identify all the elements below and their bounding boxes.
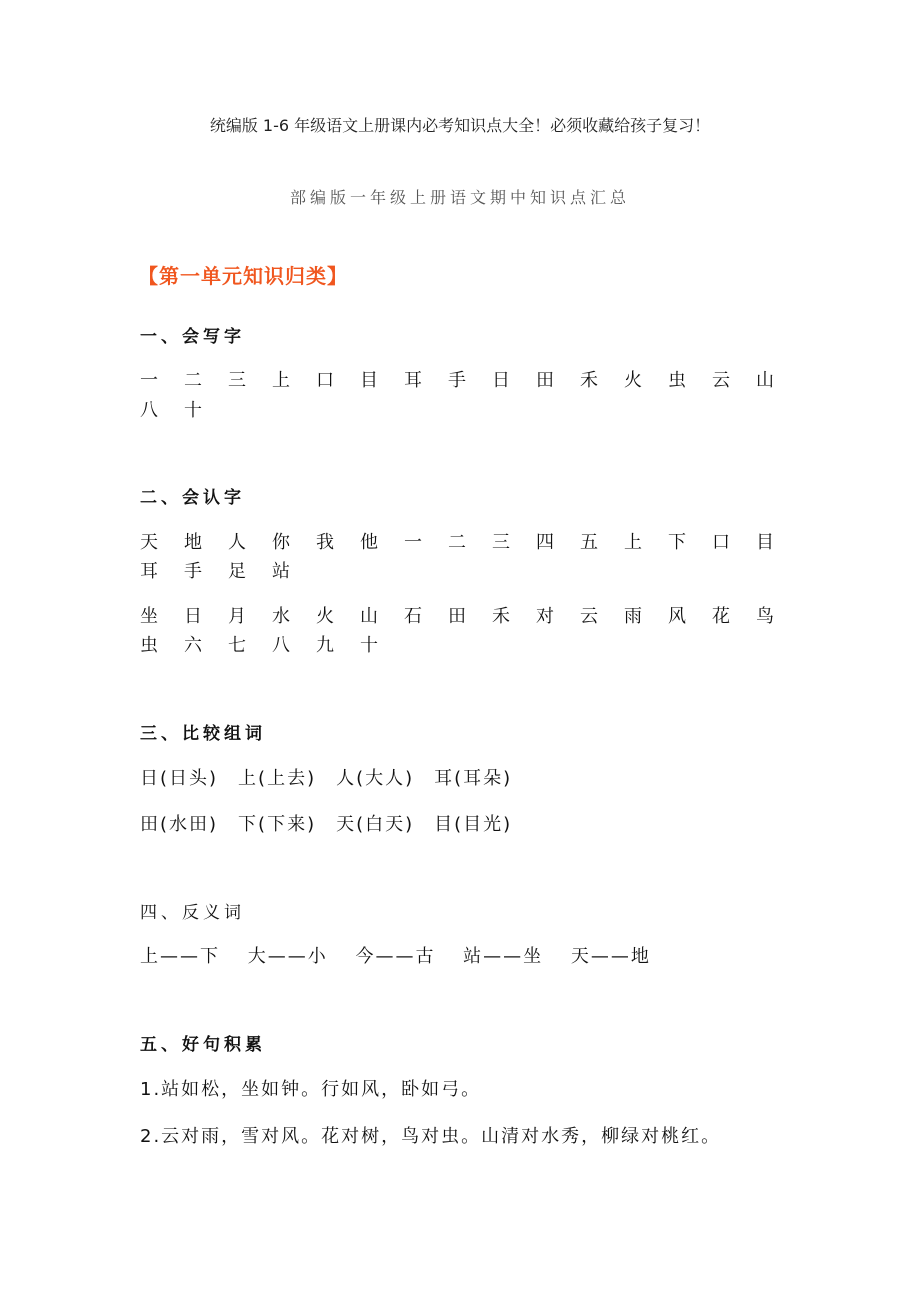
good-sentence-1: 1.站如松，坐如钟。行如风，卧如弓。	[140, 1079, 482, 1100]
character: 九	[316, 635, 334, 656]
character: 风	[668, 606, 686, 627]
compare-words-line-2: 田(水田) 下(下来) 天(白天) 目(目光)	[140, 814, 513, 835]
character: 目	[360, 370, 378, 391]
character: 口	[316, 370, 334, 391]
character: 地	[184, 532, 202, 553]
character: 田	[536, 370, 554, 391]
character: 虫	[668, 370, 686, 391]
character: 八	[272, 635, 290, 656]
character: 月	[228, 606, 246, 627]
character: 三	[228, 370, 246, 391]
character: 云	[580, 606, 598, 627]
unit-title: 【第一单元知识归类】	[138, 264, 348, 288]
character: 他	[360, 532, 378, 553]
section-heading-compare-words: 三、比较组词	[140, 724, 266, 744]
character: 石	[404, 606, 422, 627]
character: 五	[580, 532, 598, 553]
recognize-characters-row-1	[140, 528, 800, 554]
character: 耳	[140, 561, 158, 582]
character: 虫	[140, 635, 158, 656]
character: 山	[360, 606, 378, 627]
write-characters-row-1	[140, 366, 800, 392]
character: 手	[448, 370, 466, 391]
character: 田	[448, 606, 466, 627]
recognize-characters-row-3	[140, 602, 800, 628]
compare-words-line-1: 日(日头) 上(上去) 人(大人) 耳(耳朵)	[140, 768, 513, 789]
document-top-title: 统编版 1-6 年级语文上册课内必考知识点大全！必须收藏给孩子复习！	[209, 116, 711, 135]
character: 四	[536, 532, 554, 553]
character: 上	[272, 370, 290, 391]
character: 雨	[624, 606, 642, 627]
character: 火	[624, 370, 642, 391]
character: 十	[360, 635, 378, 656]
character: 二	[184, 370, 202, 391]
character: 水	[272, 606, 290, 627]
character: 一	[404, 532, 422, 553]
character: 你	[272, 532, 290, 553]
character: 云	[712, 370, 730, 391]
character: 站	[272, 561, 290, 582]
character: 手	[184, 561, 202, 582]
character: 下	[668, 532, 686, 553]
character: 山	[756, 370, 774, 391]
document-subtitle: 部编版一年级上册语文期中知识点汇总	[289, 188, 630, 207]
good-sentence-2: 2.云对雨，雪对风。花对树，鸟对虫。山清对水秀，柳绿对桃红。	[140, 1126, 722, 1147]
recognize-characters-row-2	[140, 557, 316, 583]
character: 三	[492, 532, 510, 553]
character: 六	[184, 635, 202, 656]
character: 我	[316, 532, 334, 553]
section-heading-write-characters: 一、会写字	[140, 327, 245, 347]
character: 禾	[580, 370, 598, 391]
recognize-characters-row-4	[140, 631, 404, 657]
character: 坐	[140, 606, 158, 627]
character: 上	[624, 532, 642, 553]
character: 足	[228, 561, 246, 582]
character: 火	[316, 606, 334, 627]
character: 天	[140, 532, 158, 553]
section-heading-antonyms: 四、反义词	[140, 903, 245, 923]
section-heading-recognize-characters: 二、会认字	[140, 488, 245, 508]
character: 禾	[492, 606, 510, 627]
character: 一	[140, 370, 158, 391]
write-characters-row-2	[140, 396, 228, 422]
character: 十	[184, 400, 202, 421]
character: 二	[448, 532, 466, 553]
character: 人	[228, 532, 246, 553]
section-heading-good-sentences: 五、好句积累	[140, 1035, 266, 1055]
character: 八	[140, 400, 158, 421]
character: 对	[536, 606, 554, 627]
antonyms-line: 上——下 大——小 今——古 站——坐 天——地	[140, 946, 651, 967]
character: 日	[492, 370, 510, 391]
character: 七	[228, 635, 246, 656]
character: 目	[756, 532, 774, 553]
character: 花	[712, 606, 730, 627]
character: 鸟	[756, 606, 774, 627]
character: 日	[184, 606, 202, 627]
character: 口	[712, 532, 730, 553]
character: 耳	[404, 370, 422, 391]
